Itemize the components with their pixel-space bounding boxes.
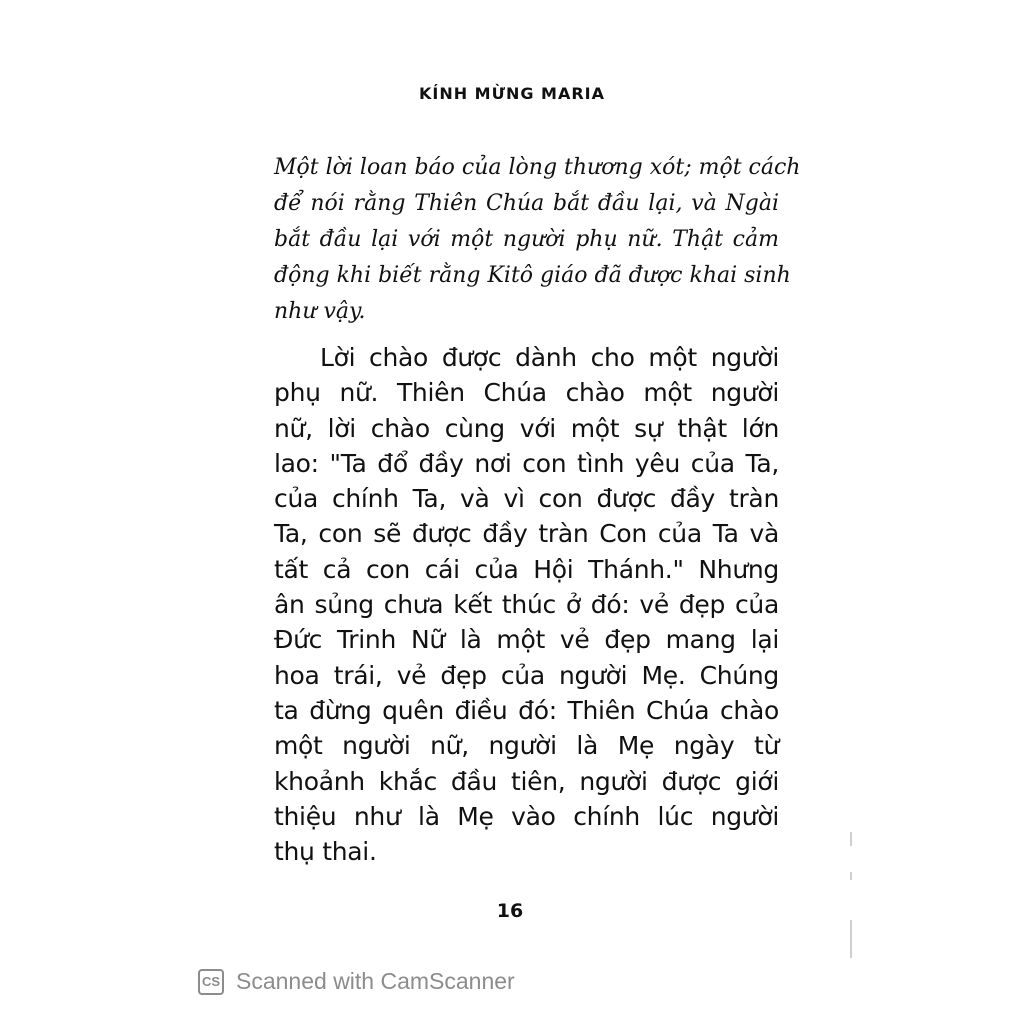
quote-line: Một lời loan báo của lòng thương xót; một cách: [274, 155, 801, 180]
paragraph-line: thiệu như là Mẹ vào chính lúc người: [274, 801, 779, 831]
quote-line: bắt đầu lại với một người phụ nữ. Thật cảm: [274, 227, 779, 252]
camscanner-logo-icon: CS: [198, 969, 224, 995]
watermark-text: Scanned with CamScanner: [236, 968, 515, 994]
paragraph-line: một người nữ, người là Mẹ ngày từ: [274, 731, 779, 761]
paragraph-line: của chính Ta, và vì con được đầy tràn: [274, 484, 779, 514]
paragraph-line: ta đừng quên điều đó: Thiên Chúa chào: [274, 695, 779, 725]
running-head: KÍNH MỪNG MARIA: [418, 84, 606, 103]
paragraph-line: Lời chào được dành cho một người: [320, 343, 779, 372]
paragraph-line: Ta, con sẽ được đầy tràn Con của Ta và: [274, 519, 779, 549]
page-number: 16: [496, 900, 524, 922]
paragraph-line: hoa trái, vẻ đẹp của người Mẹ. Chúng: [274, 660, 779, 690]
paragraph-line: Đức Trinh Nữ là một vẻ đẹp mang lại: [274, 625, 779, 655]
camscanner-watermark: [198, 968, 515, 995]
paragraph-line: lao: "Ta đổ đầy nơi con tình yêu của Ta,: [274, 448, 779, 478]
paragraph-line: thụ thai.: [274, 837, 377, 867]
paragraph-line: ân sủng chưa kết thúc ở đó: vẻ đẹp của: [274, 590, 779, 620]
quote-line: động khi biết rằng Kitô giáo đã được khai sinh: [274, 263, 791, 288]
italic-quote: [274, 150, 801, 330]
body-paragraph: [274, 340, 779, 869]
scan-edge-mark: [850, 832, 852, 846]
scan-edge-mark: [850, 920, 852, 958]
paragraph-line: khoảnh khắc đầu tiên, người được giới: [274, 766, 779, 796]
paragraph-line: phụ nữ. Thiên Chúa chào một người: [274, 378, 779, 408]
paragraph-line: tất cả con cái của Hội Thánh." Nhưng: [274, 554, 779, 584]
quote-line: như vậy.: [274, 299, 366, 324]
quote-line: để nói rằng Thiên Chúa bắt đầu lại, và Ngài: [274, 191, 779, 216]
scan-edge-mark: [850, 872, 852, 880]
paragraph-line: nữ, lời chào cùng với một sự thật lớn: [274, 413, 779, 443]
